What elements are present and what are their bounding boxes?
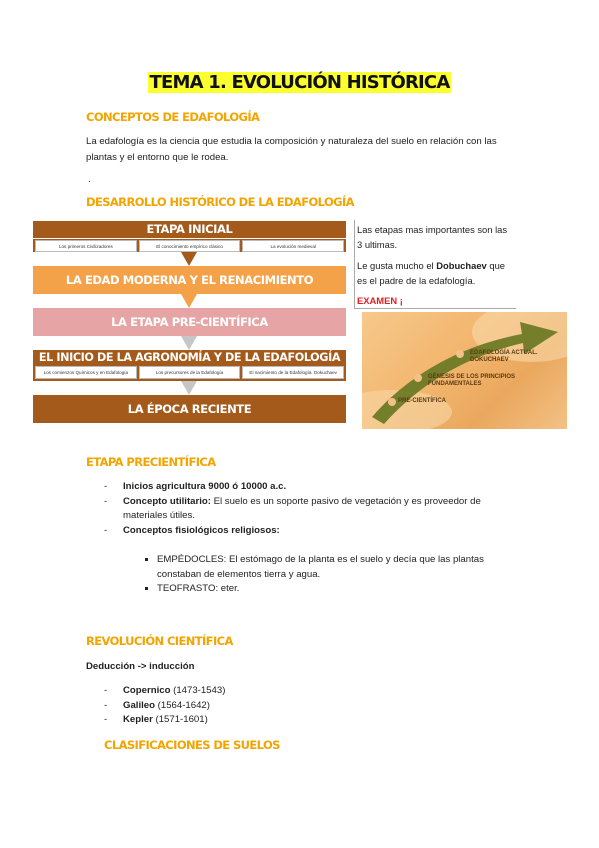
list-item: EMPÉDOCLES: El estómago de la planta es el suelo y decía que las plantas constaban de elementos tierra y agua. (145, 553, 520, 582)
marker-dot (414, 374, 422, 382)
stage1-sub-item: Los primeros Civilizadores (35, 240, 137, 252)
scientists-list (104, 684, 404, 728)
precientifica-list (104, 480, 524, 538)
stage1-sub-item: El conocimiento empírico clásico (139, 240, 241, 252)
exam-label: EXAMEN ¡ (357, 295, 403, 306)
section-heading-precientifica: ETAPA PRECIENTÍFICA (86, 455, 216, 469)
curved-arrow-graphic (362, 312, 567, 429)
stage-epoca-reciente: LA ÉPOCA RECIENTE (33, 395, 346, 423)
page-title (0, 72, 599, 93)
side-note (354, 220, 516, 309)
stage4-sub-item: Los comienzos Químicos y en Edafología (35, 366, 137, 379)
deduccion-subheading: Deducción -> inducción (86, 661, 195, 672)
stage-inicio-agronomia: EL INICIO DE LA AGRONOMÍA Y DE LA EDAFOLOGÍA (33, 350, 346, 366)
image-label-2: GÉNESIS DE LOS PRINCIPIOS FUNDAMENTALES (428, 374, 516, 387)
down-arrow-icon (181, 336, 197, 350)
stray-dot: . (88, 174, 91, 185)
stage4-sub-item: El nacimiento de la Edafología. Dokuchaev (242, 366, 344, 379)
list-item: - Conceptos fisiológicos religiosos: (104, 524, 524, 539)
down-arrow-icon (181, 252, 197, 266)
note-line-1: Las etapas mas importantes son las 3 ultimas. (357, 224, 508, 250)
section-heading-conceptos: CONCEPTOS DE EDAFOLOGÍA (86, 110, 260, 124)
marker-dot (456, 350, 464, 358)
image-label-1: EDAFOLOGÍA ACTUAL. DOKUCHAEV (470, 350, 538, 363)
marker-dot (388, 398, 396, 406)
list-item: - Galileo (1564-1642) (104, 699, 404, 714)
philosophers-list (145, 553, 520, 597)
image-label-3: PRE-CIENTÍFICA (398, 398, 446, 404)
section-heading-desarrollo: DESARROLLO HISTÓRICO DE LA EDAFOLOGÍA (86, 195, 354, 209)
stage-etapa-inicial: ETAPA INICIAL (33, 221, 346, 238)
stage1-subrow (33, 239, 346, 252)
list-item: - Copernico (1473-1543) (104, 684, 404, 699)
list-item: - Concepto utilitario: El suelo es un soporte pasivo de vegetación y es proveedor de materiales útiles. (104, 495, 524, 524)
list-item: TEOFRASTO: eter. (145, 582, 520, 597)
stage1-sub-item: La evolución medieval (242, 240, 344, 252)
section-heading-clasificaciones: CLASIFICACIONES DE SUELOS (104, 738, 280, 752)
list-item: - Inicios agricultura 9000 ó 10000 a.c. (104, 480, 524, 495)
stage4-sub-item: Los precursores de la Edafología (139, 366, 241, 379)
definition-paragraph: La edafología es la ciencia que estudia la composición y naturaleza del suelo en relación con las plantas y el entorno que le rodea. (86, 136, 497, 163)
history-arrow-image (362, 312, 567, 429)
page-title-text: TEMA 1. EVOLUCIÓN HISTÓRICA (149, 72, 450, 93)
list-item: - Kepler (1571-1601) (104, 713, 404, 728)
stage-pre-cientifica: LA ETAPA PRE-CIENTÍFICA (33, 308, 346, 336)
note-dobuchaev: Dobuchaev (436, 260, 487, 271)
stage-edad-moderna: LA EDAD MODERNA Y EL RENACIMIENTO (33, 266, 346, 294)
note-line-2: Le gusta mucho el Dobuchaev que es el padre de la edafología. (357, 260, 506, 286)
down-arrow-icon (181, 294, 197, 308)
section-heading-revolucion: REVOLUCIÓN CIENTÍFICA (86, 634, 233, 648)
down-arrow-icon (181, 381, 197, 395)
stage4-subrow (33, 366, 346, 381)
